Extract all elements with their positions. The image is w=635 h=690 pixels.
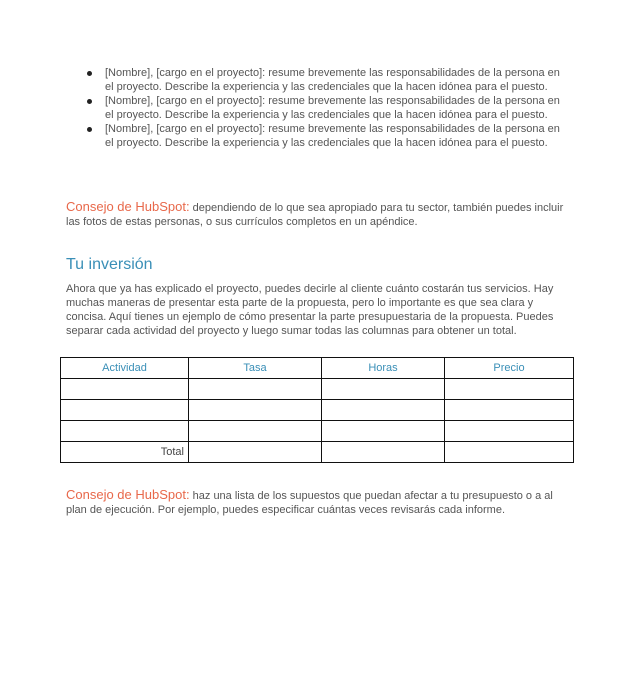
list-item: [66, 66, 571, 94]
bullet-text: [Nombre], [cargo en el proyecto]: resume brevemente las responsabilidades de la persona en el proyecto. Describe la experiencia y las credenciales que la hacen idónea para el puesto.: [105, 95, 560, 121]
section-heading: Tu inversión: [66, 256, 153, 273]
table-cell[interactable]: [189, 400, 322, 421]
total-label: Total: [61, 442, 189, 463]
bullet-text: [Nombre], [cargo en el proyecto]: resume brevemente las responsabilidades de la persona en el proyecto. Describe la experiencia y las credenciales que la hacen idónea para el puesto.: [105, 67, 560, 93]
table-cell[interactable]: [189, 379, 322, 400]
tip-text: dependiendo de lo que sea apropiado para tu sector, también puedes incluir las fotos de estas personas, o sus currículos completos en un apéndice.: [66, 202, 564, 228]
bullet-icon: [87, 99, 92, 104]
table-cell[interactable]: [61, 400, 189, 421]
table-cell[interactable]: [189, 442, 322, 463]
list-item: [66, 94, 571, 122]
hubspot-tip-budget: [66, 488, 576, 517]
table-cell[interactable]: [322, 379, 445, 400]
table-cell[interactable]: [189, 421, 322, 442]
table-total-row: [61, 442, 574, 463]
bullet-icon: [87, 127, 92, 132]
investment-table: [60, 357, 574, 463]
table-header-row: [61, 358, 574, 379]
table-row: [61, 400, 574, 421]
section-intro: Ahora que ya has explicado el proyecto, puedes decirle al cliente cuánto costarán tus servicios. Hay muchas maneras de presentar esta parte de la propuesta, pero lo importante es que sea clara y concisa. Aquí tienes un ejemplo de cómo presentar la parte presupuestaria de la propuesta. Puedes separar cada actividad del proyecto y luego sumar todas las columnas para obtener un total.: [66, 283, 554, 337]
tip-lead: Consejo de HubSpot:: [66, 487, 190, 502]
list-item: [66, 122, 571, 150]
table-cell[interactable]: [445, 442, 574, 463]
table-cell[interactable]: [445, 400, 574, 421]
table-row: [61, 421, 574, 442]
col-header-hours: Horas: [322, 358, 445, 379]
table-cell[interactable]: [61, 421, 189, 442]
tip-text: haz una lista de los supuestos que puedan afectar a tu presupuesto o a al plan de ejecución. Por ejemplo, puedes especificar cuántas veces revisarás cada informe.: [66, 490, 553, 516]
table-cell[interactable]: [445, 379, 574, 400]
table-cell[interactable]: [445, 421, 574, 442]
table-cell[interactable]: [322, 400, 445, 421]
table-cell[interactable]: [322, 421, 445, 442]
bullet-text: [Nombre], [cargo en el proyecto]: resume brevemente las responsabilidades de la persona en el proyecto. Describe la experiencia y las credenciales que la hacen idónea para el puesto.: [105, 123, 560, 149]
col-header-rate: Tasa: [189, 358, 322, 379]
team-bullet-list: [66, 66, 571, 150]
table-cell[interactable]: [61, 379, 189, 400]
hubspot-tip-team: [66, 200, 576, 229]
col-header-price: Precio: [445, 358, 574, 379]
table-row: [61, 379, 574, 400]
tip-lead: Consejo de HubSpot:: [66, 199, 190, 214]
table-cell[interactable]: [322, 442, 445, 463]
bullet-icon: [87, 71, 92, 76]
col-header-activity: Actividad: [61, 358, 189, 379]
